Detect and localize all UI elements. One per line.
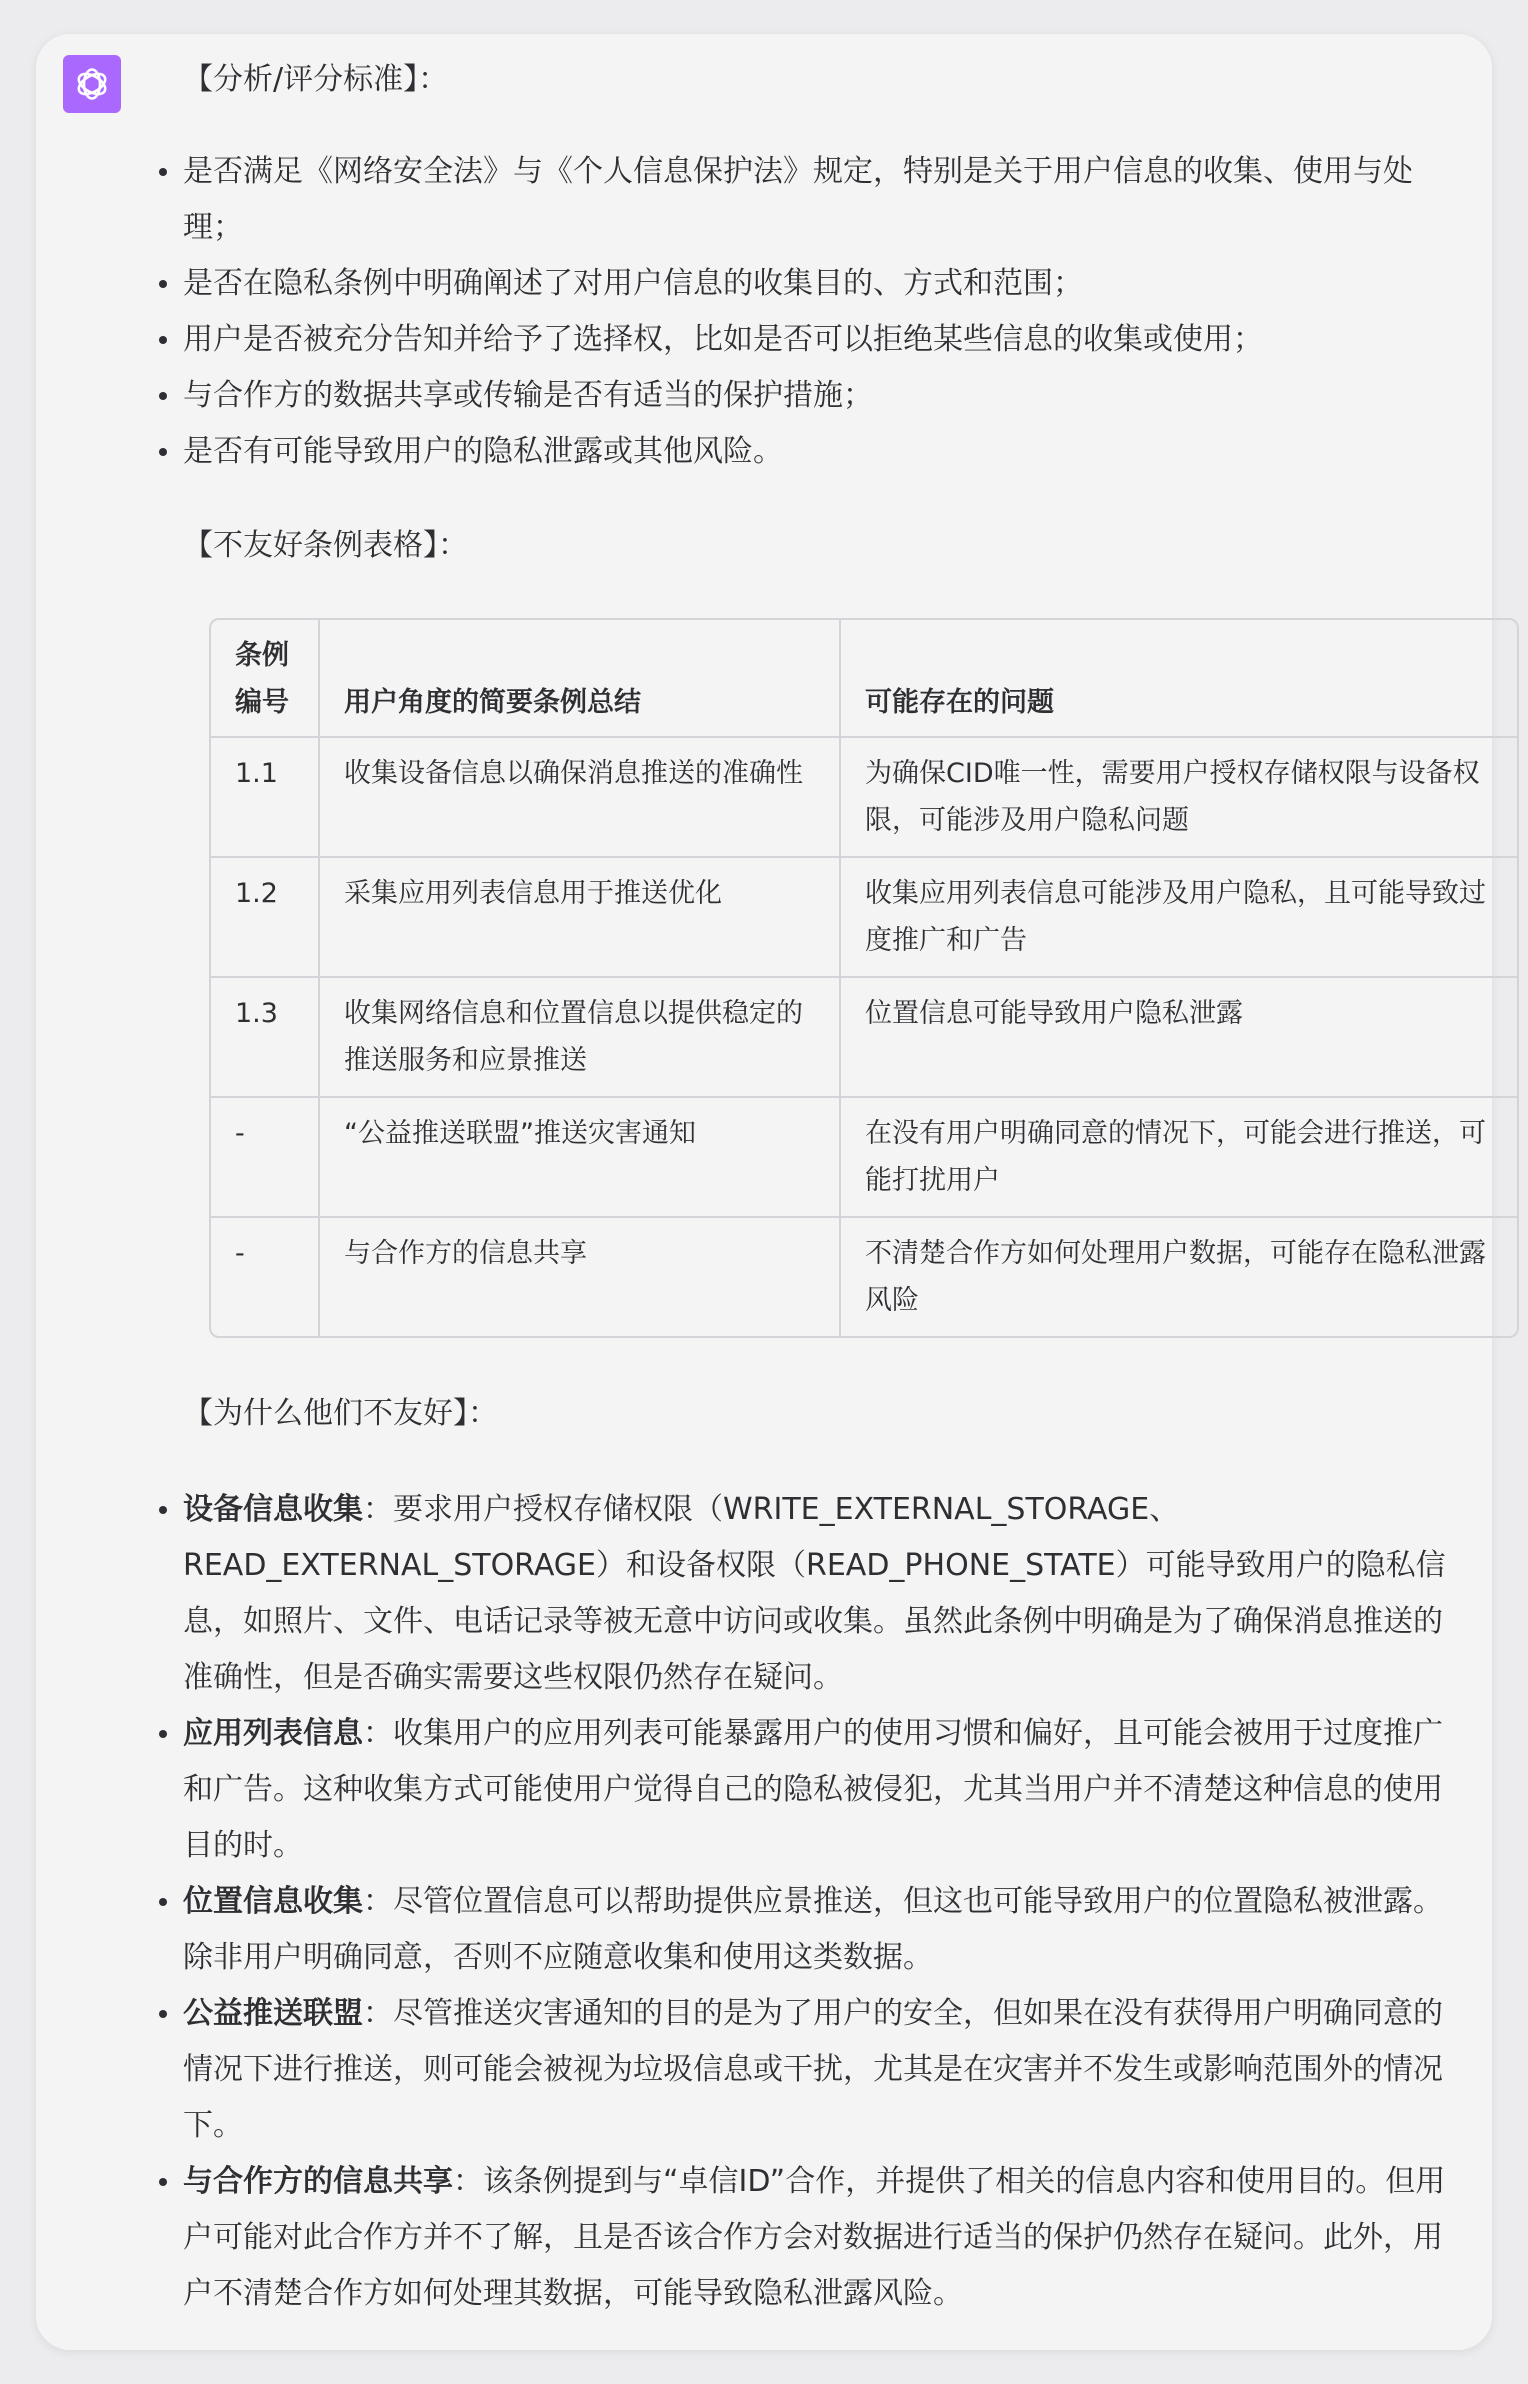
reason-term: 设备信息收集 bbox=[183, 1492, 363, 1527]
reasons-heading: 【为什么他们不友好】： bbox=[183, 1396, 498, 1431]
reason-term: 公益推送联盟 bbox=[183, 1996, 363, 2031]
reason-term: 应用列表信息 bbox=[183, 1716, 363, 1751]
cell-summary: “公益推送联盟”推送灾害通知 bbox=[319, 1097, 840, 1217]
reason-term: 与合作方的信息共享 bbox=[183, 2164, 453, 2199]
cell-id: 1.1 bbox=[211, 737, 319, 857]
cell-issue: 收集应用列表信息可能涉及用户隐私，且可能导致过度推广和广告 bbox=[840, 857, 1517, 977]
cell-issue: 在没有用户明确同意的情况下，可能会进行推送，可能打扰用户 bbox=[840, 1097, 1517, 1217]
message-content bbox=[183, 52, 1486, 2322]
list-item: 是否有可能导致用户的隐私泄露或其他风险。 bbox=[183, 424, 1463, 480]
cell-summary: 收集设备信息以确保消息推送的准确性 bbox=[319, 737, 840, 857]
list-item bbox=[183, 1706, 1463, 1874]
table-row bbox=[211, 737, 1517, 857]
reason-text: ：尽管位置信息可以帮助提供应景推送，但这也可能导致用户的位置隐私被泄露。除非用户明确同意，否则不应随意收集和使用这类数据。 bbox=[183, 1884, 1443, 1975]
reason-term: 位置信息收集 bbox=[183, 1884, 363, 1919]
assistant-message bbox=[36, 34, 1492, 2350]
clauses-table bbox=[209, 618, 1519, 1338]
column-header-issue: 可能存在的问题 bbox=[840, 620, 1517, 737]
table-row bbox=[211, 1097, 1517, 1217]
reasons-list bbox=[183, 1482, 1463, 2322]
criteria-heading: 【分析/评分标准】： bbox=[183, 62, 449, 97]
table-heading: 【不友好条例表格】： bbox=[183, 528, 468, 563]
reason-text: ：尽管推送灾害通知的目的是为了用户的安全，但如果在没有获得用户明确同意的情况下进行推送，则可能会被视为垃圾信息或干扰，尤其是在灾害并不发生或影响范围外的情况下。 bbox=[183, 1996, 1443, 2143]
list-item bbox=[183, 2154, 1463, 2322]
table-header-row bbox=[211, 620, 1517, 737]
assistant-avatar bbox=[63, 55, 121, 113]
list-item bbox=[183, 1482, 1463, 1706]
cell-id: - bbox=[211, 1217, 319, 1336]
table-row bbox=[211, 857, 1517, 977]
column-header-summary: 用户角度的简要条例总结 bbox=[319, 620, 840, 737]
list-item: 是否满足《网络安全法》与《个人信息保护法》规定，特别是关于用户信息的收集、使用与处理； bbox=[183, 144, 1463, 256]
list-item bbox=[183, 1986, 1463, 2154]
reason-text: ：收集用户的应用列表可能暴露用户的使用习惯和偏好，且可能会被用于过度推广和广告。这种收集方式可能使用户觉得自己的隐私被侵犯，尤其当用户并不清楚这种信息的使用目的时。 bbox=[183, 1716, 1443, 1863]
cell-summary: 收集网络信息和位置信息以提供稳定的推送服务和应景推送 bbox=[319, 977, 840, 1097]
cell-id: 1.3 bbox=[211, 977, 319, 1097]
cell-id: 1.2 bbox=[211, 857, 319, 977]
list-item: 用户是否被充分告知并给予了选择权，比如是否可以拒绝某些信息的收集或使用； bbox=[183, 312, 1463, 368]
table-row bbox=[211, 1217, 1517, 1336]
list-item bbox=[183, 1874, 1463, 1986]
column-header-id: 条例编号 bbox=[211, 620, 319, 737]
openai-logo-icon bbox=[72, 64, 112, 104]
list-item: 是否在隐私条例中明确阐述了对用户信息的收集目的、方式和范围； bbox=[183, 256, 1463, 312]
cell-issue: 不清楚合作方如何处理用户数据，可能存在隐私泄露风险 bbox=[865, 1238, 1486, 1316]
reason-text: ：要求用户授权存储权限（WRITE_EXTERNAL_STORAGE、READ_EXTERNAL_STORAGE）和设备权限（READ_PHONE_STATE）可能导致用户的隐私信息，如照片、文件、电话记录等被无意中访问或收集。虽然此条例中明确是为了确保消息推送的准确性，但是否确实需要这些权限仍然存在疑问。 bbox=[183, 1492, 1446, 1695]
cell-issue: 为确保CID唯一性，需要用户授权存储权限与设备权限，可能涉及用户隐私问题 bbox=[840, 737, 1517, 857]
cell-id: - bbox=[211, 1097, 319, 1217]
reason-text: ：该条例提到与“卓信ID”合作，并提供了相关的信息内容和使用目的。但用户可能对此合作方并不了解，且是否该合作方会对数据进行适当的保护仍然存在疑问。此外，用户不清楚合作方如何处理其数据，可能导致隐私泄露风险。 bbox=[183, 2164, 1446, 2311]
cell-summary: 与合作方的信息共享 bbox=[319, 1217, 840, 1336]
cell-summary: 采集应用列表信息用于推送优化 bbox=[319, 857, 840, 977]
list-item: 与合作方的数据共享或传输是否有适当的保护措施； bbox=[183, 368, 1463, 424]
criteria-list bbox=[183, 144, 1463, 480]
table-row bbox=[211, 977, 1517, 1097]
cell-issue: 位置信息可能导致用户隐私泄露 bbox=[840, 977, 1517, 1097]
